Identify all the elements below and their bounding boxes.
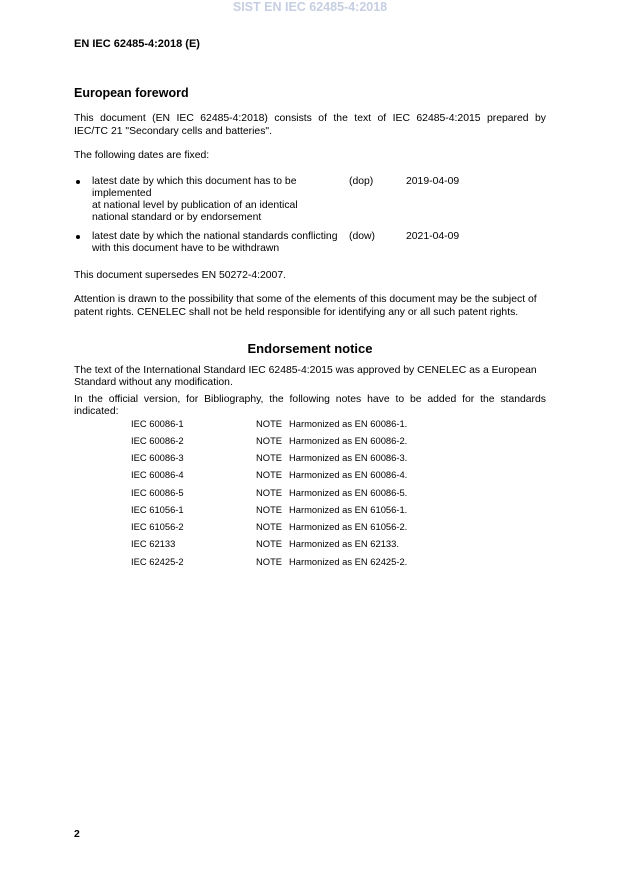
note-standard: IEC 60086-4 [131,469,184,481]
note-standard: IEC 60086-3 [131,452,184,463]
bibliography-notes-intro: In the official version, for Bibliography, the following notes have to be added for the standards indicated: [74,394,546,417]
note-text: Harmonized as EN 60086-3. [289,452,408,463]
bullet-icon [76,180,80,184]
note-label: NOTE [256,417,283,429]
date-item-description [92,176,298,224]
note-text: Harmonized as EN 60086-4. [289,469,408,481]
note-row [0,518,620,535]
date-item-line: national standard or by endorsement [92,212,262,223]
document-id-header: EN IEC 62485-4:2018 (E) [74,37,200,50]
note-row [0,553,620,570]
date-item [74,231,546,255]
note-standard: IEC 60086-1 [131,417,184,429]
bibliography-notes-table [0,415,620,570]
note-standard: IEC 61056-1 [131,503,184,515]
bullet-icon [76,235,80,239]
date-item-line: with this document have to be withdrawn [92,243,280,254]
date-item [74,176,546,224]
date-item-abbreviation: (dop) [349,176,374,187]
note-label: NOTE [256,521,283,532]
foreword-intro-paragraph: This document (EN IEC 62485-4:2018) consists of the text of IEC 62485-4:2015 prepared by IEC/TC 21 "Secondary cells and batteries". [74,112,546,137]
note-standard: IEC 61056-2 [131,521,184,532]
date-item-date: 2021-04-09 [406,231,460,242]
note-label: NOTE [256,469,283,481]
watermark: SIST EN IEC 62485-4:2018 [232,0,388,14]
endorsement-approval-paragraph: The text of the International Standard IEC 62485-4:2015 was approved by CENELEC as a European Standard without any modification. [74,365,537,388]
note-text: Harmonized as EN 60086-2. [289,434,408,446]
note-row [0,535,620,552]
note-standard: IEC 60086-2 [131,434,184,446]
note-text: Harmonized as EN 60086-1. [289,417,408,429]
page-number: 2 [74,828,80,840]
note-row [0,484,620,501]
dates-intro-text: The following dates are fixed: [74,149,210,161]
date-item-line: at national level by publication of an identical [92,200,298,211]
date-item-abbreviation: (dow) [349,231,375,242]
note-label: NOTE [256,538,283,550]
note-standard: IEC 62425-2 [131,555,184,567]
note-row [0,466,620,483]
note-label: NOTE [256,434,283,446]
note-text: Harmonized as EN 60086-5. [289,486,408,498]
note-text: Harmonized as EN 62133. [289,538,399,550]
note-row [0,415,620,432]
note-label: NOTE [256,555,283,567]
note-label: NOTE [256,452,283,463]
endorsement-heading: Endorsement notice [247,340,373,356]
date-item-line: latest date by which the national standards conflicting [92,231,338,242]
note-row [0,449,620,466]
date-item-date: 2019-04-09 [406,176,460,187]
note-standard: IEC 60086-5 [131,486,184,498]
foreword-heading: European foreword [74,85,189,100]
date-item-description [92,231,337,255]
note-row [0,432,620,449]
note-standard: IEC 62133 [131,538,176,550]
note-row [0,501,620,518]
note-text: Harmonized as EN 61056-2. [289,521,408,532]
note-text: Harmonized as EN 61056-1. [289,503,408,515]
note-text: Harmonized as EN 62425-2. [289,555,408,567]
date-item-line: latest date by which this document has to be [92,176,297,187]
patent-attention-paragraph: Attention is drawn to the possibility that some of the elements of this document may be the subject of patent rights. CENELEC shall not be held responsible for identifying any or all such patent rights. [74,293,537,318]
supersedes-text: This document supersedes EN 50272-4:2007. [74,269,286,281]
note-label: NOTE [256,503,283,515]
date-item-line: implemented [92,188,152,199]
note-label: NOTE [256,486,283,498]
